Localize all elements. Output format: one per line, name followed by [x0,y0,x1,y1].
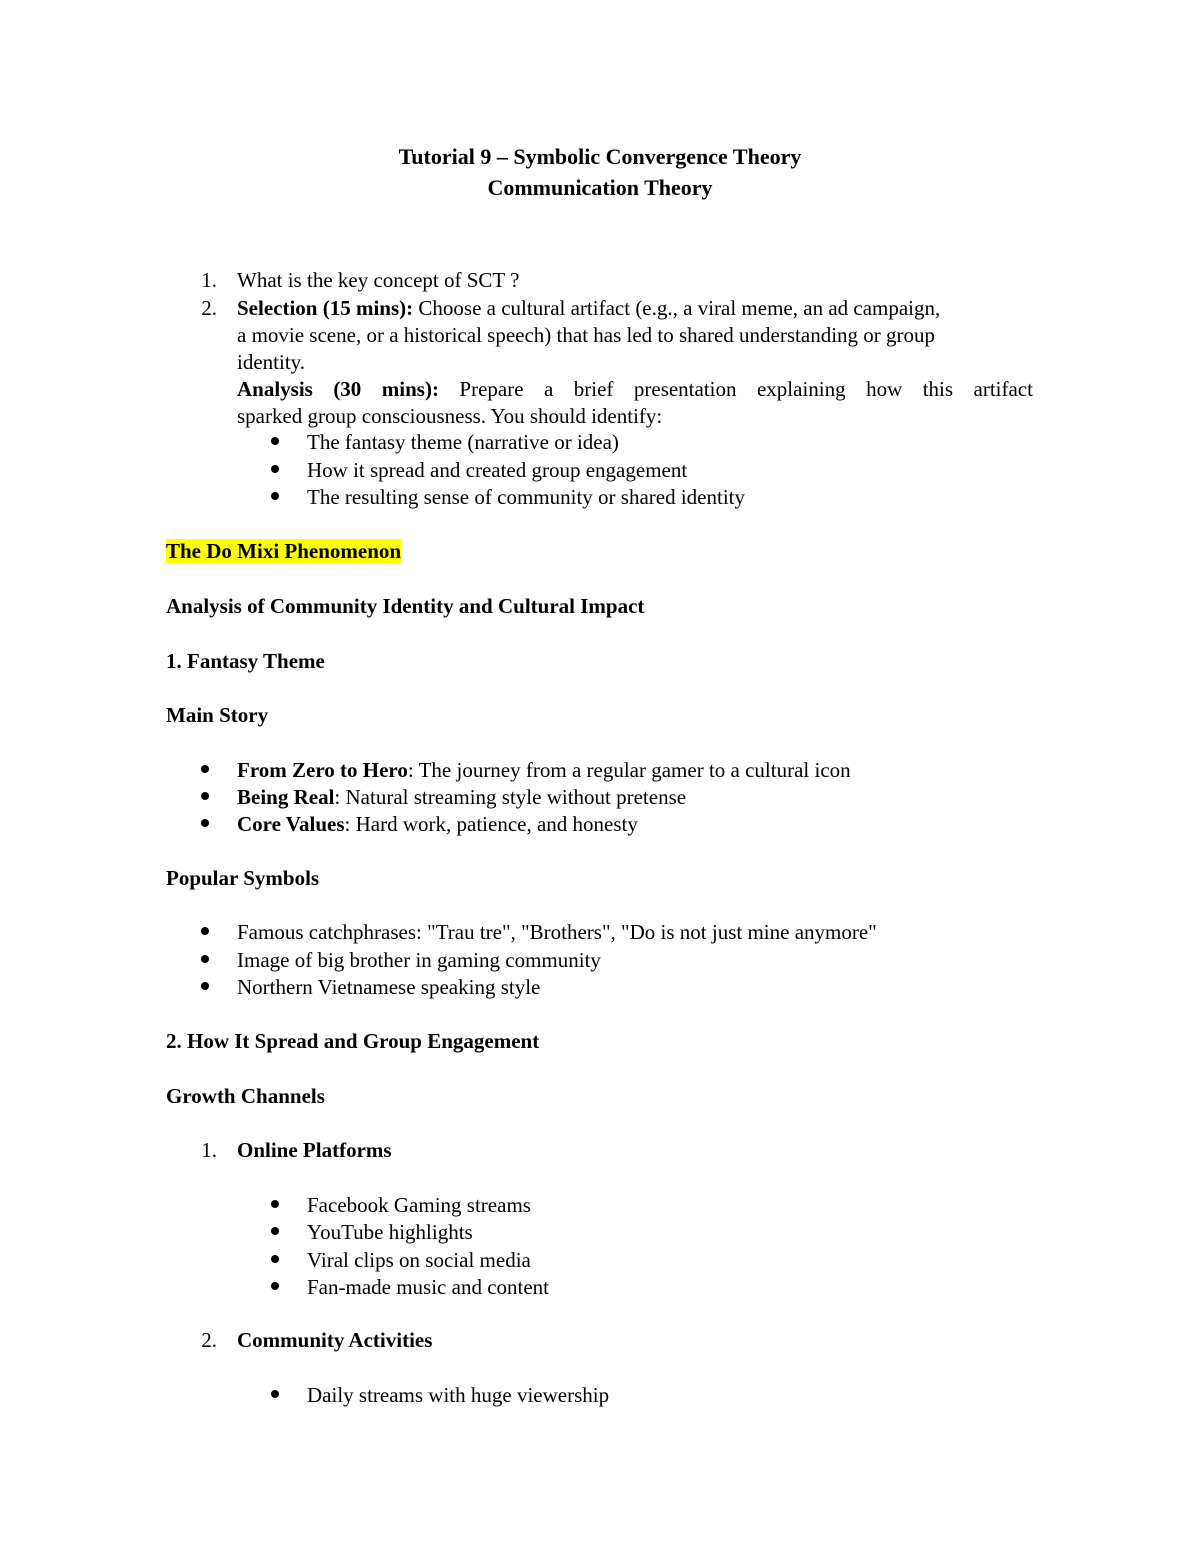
symbol-item: Northern Vietnamese speaking style [237,975,541,999]
channel-item: Viral clips on social media [307,1248,531,1272]
analysis-heading: Analysis of Community Identity and Cultural Impact [166,594,645,618]
main-story-text: : Natural streaming style without pretense [334,785,687,809]
bullet-icon [201,765,209,773]
main-story-label: From Zero to Hero [237,758,408,782]
analysis-word: a [543,377,554,401]
question-2-number: 2. [201,296,217,320]
analysis-word: how [866,377,903,401]
selection-text-3: identity. [237,350,306,374]
analysis-word: artifact [973,377,1033,401]
selection-label: Selection (15 mins): [237,296,414,320]
bullet-icon [271,465,279,473]
channel-1-number: 1. [201,1138,217,1162]
analysis-word: explaining [756,377,846,401]
bullet-icon [201,792,209,800]
bullet-icon [201,982,209,990]
question-1-text: What is the key concept of SCT ? [237,268,520,292]
bullet-icon [201,819,209,827]
main-story-label: Being Real [237,785,335,809]
section-title-highlight: The Do Mixi Phenomenon [166,539,402,563]
main-story-item [237,784,686,810]
fantasy-theme-heading: 1. Fantasy Theme [166,649,325,673]
main-story-item [237,757,851,783]
bullet-icon [271,1255,279,1263]
channel-2-label: Community Activities [237,1328,433,1352]
document-subtitle: Communication Theory [487,175,713,200]
analysis-label-word-3: mins): [381,377,439,401]
bullet-icon [271,1390,279,1398]
analysis-label-word-2: (30 [333,377,362,401]
channel-item: YouTube highlights [307,1220,473,1244]
question-1-number: 1. [201,268,217,292]
channel-item: Fan-made music and content [307,1275,550,1299]
main-story-item [237,811,638,837]
channel-2-number: 2. [201,1328,217,1352]
symbol-item: Image of big brother in gaming community [237,948,601,972]
bullet-icon [271,437,279,445]
document-title: Tutorial 9 – Symbolic Convergence Theory [398,144,802,169]
bullet-icon [271,1227,279,1235]
analysis-label-word-1: Analysis [237,377,313,401]
bullet-icon [271,492,279,500]
list-item: The fantasy theme (narrative or idea) [307,430,619,454]
analysis-word: Prepare [459,377,524,401]
list-item: How it spread and created group engagement [307,458,688,482]
selection-text-2: a movie scene, or a historical speech) that has led to shared understanding or group [237,323,936,347]
analysis-word: presentation [633,377,737,401]
list-item: The resulting sense of community or shared identity [307,485,745,509]
growth-channels-heading: Growth Channels [166,1084,325,1108]
spread-heading: 2. How It Spread and Group Engagement [166,1029,540,1053]
main-story-text: : Hard work, patience, and honesty [344,812,638,836]
analysis-word: brief [573,377,614,401]
analysis-line-1 [237,376,1033,402]
channel-item: Facebook Gaming streams [307,1193,531,1217]
symbol-item: Famous catchphrases: "Trau tre", "Brothers", "Do is not just mine anymore" [237,920,877,944]
section-title [166,538,401,564]
analysis-word: this [922,377,954,401]
bullet-icon [201,927,209,935]
main-story-label: Core Values [237,812,345,836]
main-story-heading: Main Story [166,703,269,727]
bullet-icon [271,1200,279,1208]
selection-text-1: Choose a cultural artifact (e.g., a viral meme, an ad campaign, [418,296,941,320]
popular-symbols-heading: Popular Symbols [166,866,320,890]
channel-1-label: Online Platforms [237,1138,392,1162]
bullet-icon [271,1282,279,1290]
main-story-text: : The journey from a regular gamer to a cultural icon [407,758,851,782]
bullet-icon [201,955,209,963]
question-2-line-1 [237,295,940,321]
channel-item: Daily streams with huge viewership [307,1383,610,1407]
analysis-line-2: sparked group consciousness. You should identify: [237,404,663,428]
